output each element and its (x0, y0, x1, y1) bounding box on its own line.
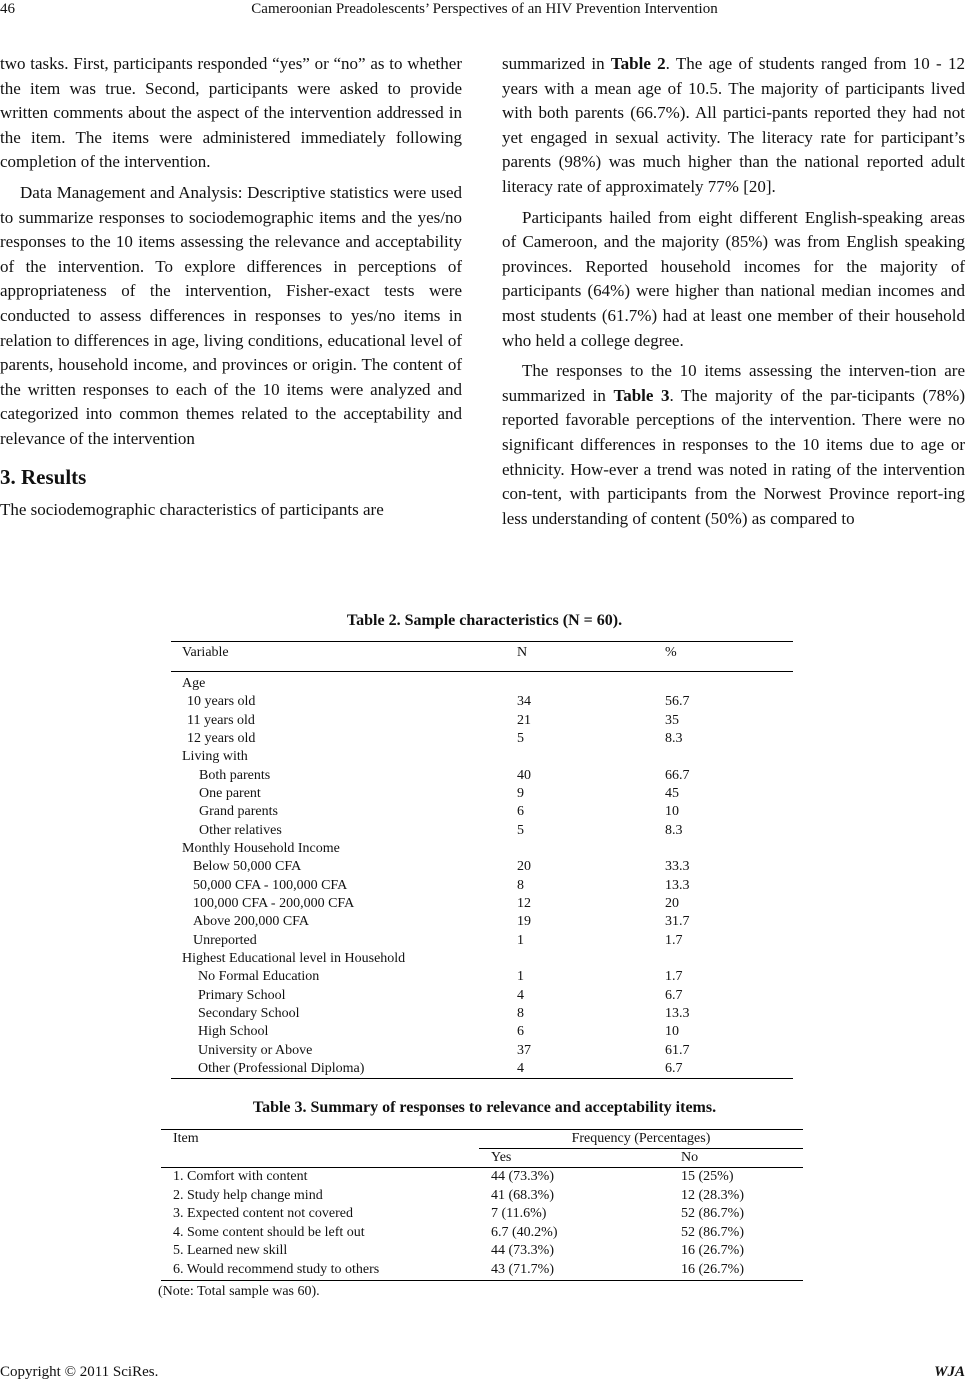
table-row (171, 693, 793, 711)
table-row (161, 1242, 803, 1261)
table-row (171, 932, 793, 950)
table-row (171, 672, 793, 694)
table-subheader-row (161, 1149, 803, 1168)
running-title: Cameroonian Preadolescents’ Perspectives of an HIV Prevention Intervention (251, 1, 718, 17)
table3-note: (Note: Total sample was 60). (158, 1284, 320, 1299)
table-row (161, 1261, 803, 1280)
paragraph (502, 359, 965, 531)
cell-n: 20 (517, 859, 531, 875)
text-run: The responses to the 10 items assessing the interven-tion are summarized in (502, 361, 965, 405)
cell-percent: 1.7 (665, 932, 683, 948)
text-run: summarized in (502, 54, 611, 73)
cell-percent: 8.3 (665, 730, 683, 746)
table-row (171, 877, 793, 895)
table-row (171, 803, 793, 821)
cell-n (517, 748, 665, 766)
cell-no: 52 (86.7%) (681, 1224, 744, 1240)
right-column (502, 52, 965, 531)
row-label: Secondary School (198, 1005, 300, 1021)
table-row (171, 987, 793, 1005)
row-label: No Formal Education (198, 969, 320, 985)
row-label: Monthly Household Income (182, 840, 340, 856)
row-label: Unreported (193, 932, 257, 948)
cell-n: 8 (517, 1005, 524, 1021)
cell-n: 5 (517, 730, 524, 746)
column-header: Item (161, 1130, 479, 1149)
cell-n: 34 (517, 694, 531, 710)
cell-percent (665, 672, 793, 694)
column-header: % (665, 642, 793, 672)
cell-percent: 13.3 (665, 877, 690, 893)
paragraph: Participants hailed from eight different English-speaking areas of Cameroon, and the majority (85%) was from English speaking provinces. Reported household incomes for the majority of participants (64%) were higher than national median incomes and most students (61.7%) had at least one member of their household who held a college degree. (502, 207, 965, 350)
item-label: 3. Expected content not covered (173, 1206, 353, 1222)
row-label: One parent (199, 785, 261, 801)
table-row (171, 730, 793, 748)
cell-n: 12 (517, 895, 531, 911)
row-label: Other (Professional Diploma) (198, 1060, 365, 1076)
cell-n: 8 (517, 877, 524, 893)
cell-percent: 56.7 (665, 694, 690, 710)
cell-percent (665, 950, 793, 968)
row-label: Primary School (198, 987, 286, 1003)
paragraph: The sociodemographic characteristics of participants are (0, 499, 384, 519)
table-row (171, 895, 793, 913)
paragraph: Data Management and Analysis: Descriptive statistics were used to summarize responses to sociodemographic items and the yes/no responses to the 10 items assessing the relevance and acceptability of the intervention. To explore differences in perceptions of appropriateness of the intervention, Fisher-exact tests were conducted to assess differences in responses to yes/no items in relation to differences in age, living conditions, educational level of parents, household income, and provinces or origin. The content of the written responses to each of the 10 items were analyzed and categorized into common themes related to the acceptability and relevance of the intervention (0, 182, 462, 448)
cell-percent (665, 840, 793, 858)
text-run: . The age of students ranged from 10 - 12 years with a mean age of 10.5. The majority of participants lived with both parents (66.7%). All partici-pants reported they had not yet engaged in sexual activity. The literacy rate for participant’s parents (98%) was much higher than the national reported adult literacy rate of approximately 77% [20]. (502, 54, 965, 196)
table-row (161, 1205, 803, 1224)
paragraph: two tasks. First, participants responded “yes” or “no” as to whether the item was true. Second, participants were asked to provide written comments about the aspect of the intervention addressed in the item. The items were administered immediately following completion of the intervention. (0, 54, 462, 172)
table3-caption: Table 3. Summary of responses to relevance and acceptability items. (252, 1099, 717, 1116)
copyright-notice: Copyright © 2011 SciRes. (0, 1364, 159, 1380)
row-label: Both parents (199, 767, 271, 783)
left-column (0, 52, 462, 522)
paragraph (502, 52, 965, 200)
cell-n: 40 (517, 767, 531, 783)
item-label: 2. Study help change mind (173, 1187, 323, 1203)
cell-n: 1 (517, 932, 524, 948)
cell-percent: 20 (665, 895, 679, 911)
row-label: 12 years old (187, 730, 256, 746)
cell-n: 6 (517, 804, 524, 820)
empty-header-cell (161, 1149, 479, 1168)
row-label: Grand parents (199, 804, 278, 820)
table2 (171, 641, 793, 1079)
cell-n (517, 840, 665, 858)
cell-yes: 43 (71.7%) (491, 1261, 554, 1277)
row-label: Living with (182, 749, 248, 765)
row-label: 50,000 CFA - 100,000 CFA (193, 877, 348, 893)
column-header: No (667, 1149, 803, 1168)
cell-yes: 41 (68.3%) (491, 1187, 554, 1203)
cell-percent: 13.3 (665, 1005, 690, 1021)
row-label: Age (182, 676, 206, 691)
item-label: 6. Would recommend study to others (173, 1261, 380, 1277)
table-row (171, 840, 793, 858)
table-header-row (161, 1130, 803, 1149)
cell-percent: 8.3 (665, 822, 683, 838)
table-row (171, 1023, 793, 1041)
item-label: 1. Comfort with content (173, 1169, 308, 1184)
cell-percent: 45 (665, 785, 679, 801)
table3 (161, 1129, 803, 1281)
page-header (0, 0, 969, 24)
text-run: . The majority of the par-ticipants (78%) reported favorable perceptions of the intervention. There were no significant differences in responses to the 10 items due to age or ethnicity. How-ever a trend was noted in rating of the intervention con-tent, with participants from the Norwest Province report-ing less understanding of content (50%) as compared to (502, 385, 965, 528)
cell-yes: 6.7 (40.2%) (491, 1224, 558, 1240)
table-row (171, 1005, 793, 1023)
table-row (171, 858, 793, 876)
table-row (171, 913, 793, 931)
cell-percent: 10 (665, 1024, 679, 1040)
cell-yes: 44 (73.3%) (491, 1243, 554, 1259)
section-heading: 3. Results (0, 464, 87, 489)
cell-n (517, 672, 665, 694)
page-number: 46 (0, 1, 15, 17)
column-header: Yes (479, 1149, 667, 1168)
cell-n: 4 (517, 1060, 524, 1076)
table2-caption: Table 2. Sample characteristics (N = 60). (346, 612, 623, 629)
table-row (161, 1224, 803, 1243)
table-row (171, 822, 793, 840)
cell-n: 19 (517, 914, 531, 930)
row-label: Above 200,000 CFA (193, 914, 310, 930)
cell-n: 4 (517, 987, 524, 1003)
row-label: Below 50,000 CFA (193, 859, 302, 875)
table-row (171, 767, 793, 785)
table-row (161, 1168, 803, 1187)
table-header-row (171, 642, 793, 672)
row-label: Highest Educational level in Household (182, 950, 406, 966)
cell-percent: 6.7 (665, 987, 683, 1003)
table-row (161, 1187, 803, 1206)
cell-percent: 10 (665, 804, 679, 820)
item-label: 4. Some content should be left out (173, 1224, 365, 1240)
table-row (171, 785, 793, 803)
journal-abbreviation: WJA (934, 1364, 965, 1380)
cell-percent: 33.3 (665, 859, 690, 875)
cell-n: 9 (517, 785, 524, 801)
column-header: Variable (171, 642, 517, 672)
cell-percent (665, 748, 793, 766)
cell-n: 21 (517, 712, 531, 728)
table-row (171, 712, 793, 730)
cell-yes: 7 (11.6%) (491, 1206, 547, 1222)
cell-no: 16 (26.7%) (681, 1243, 744, 1259)
cell-percent: 61.7 (665, 1042, 690, 1058)
cell-percent: 1.7 (665, 969, 683, 985)
table-row (171, 968, 793, 986)
item-label: 5. Learned new skill (173, 1243, 288, 1259)
table-row (171, 1042, 793, 1060)
table-row (171, 1060, 793, 1079)
row-label: University or Above (198, 1042, 313, 1058)
table-reference-link[interactable]: Table 2 (610, 54, 666, 73)
cell-no: 52 (86.7%) (681, 1206, 744, 1222)
column-header: N (517, 642, 665, 672)
cell-yes: 44 (73.3%) (491, 1169, 554, 1184)
cell-no: 15 (25%) (681, 1169, 734, 1184)
cell-n: 1 (517, 969, 524, 985)
cell-n: 37 (517, 1042, 531, 1058)
row-label: 10 years old (187, 694, 256, 710)
column-group-header: Frequency (Percentages) (479, 1130, 803, 1149)
cell-percent: 31.7 (665, 914, 690, 930)
cell-percent: 35 (665, 712, 679, 728)
cell-n: 6 (517, 1024, 524, 1040)
cell-no: 16 (26.7%) (681, 1261, 744, 1277)
row-label: High School (198, 1024, 269, 1040)
cell-percent: 6.7 (665, 1060, 683, 1076)
cell-percent: 66.7 (665, 767, 690, 783)
row-label: 11 years old (187, 712, 255, 728)
cell-n (517, 950, 665, 968)
table-row (171, 748, 793, 766)
row-label: 100,000 CFA - 200,000 CFA (193, 895, 355, 911)
row-label: Other relatives (199, 822, 282, 838)
table-row (171, 950, 793, 968)
cell-n: 5 (517, 822, 524, 838)
table-reference-link[interactable]: Table 3 (613, 385, 670, 405)
cell-no: 12 (28.3%) (681, 1187, 744, 1203)
